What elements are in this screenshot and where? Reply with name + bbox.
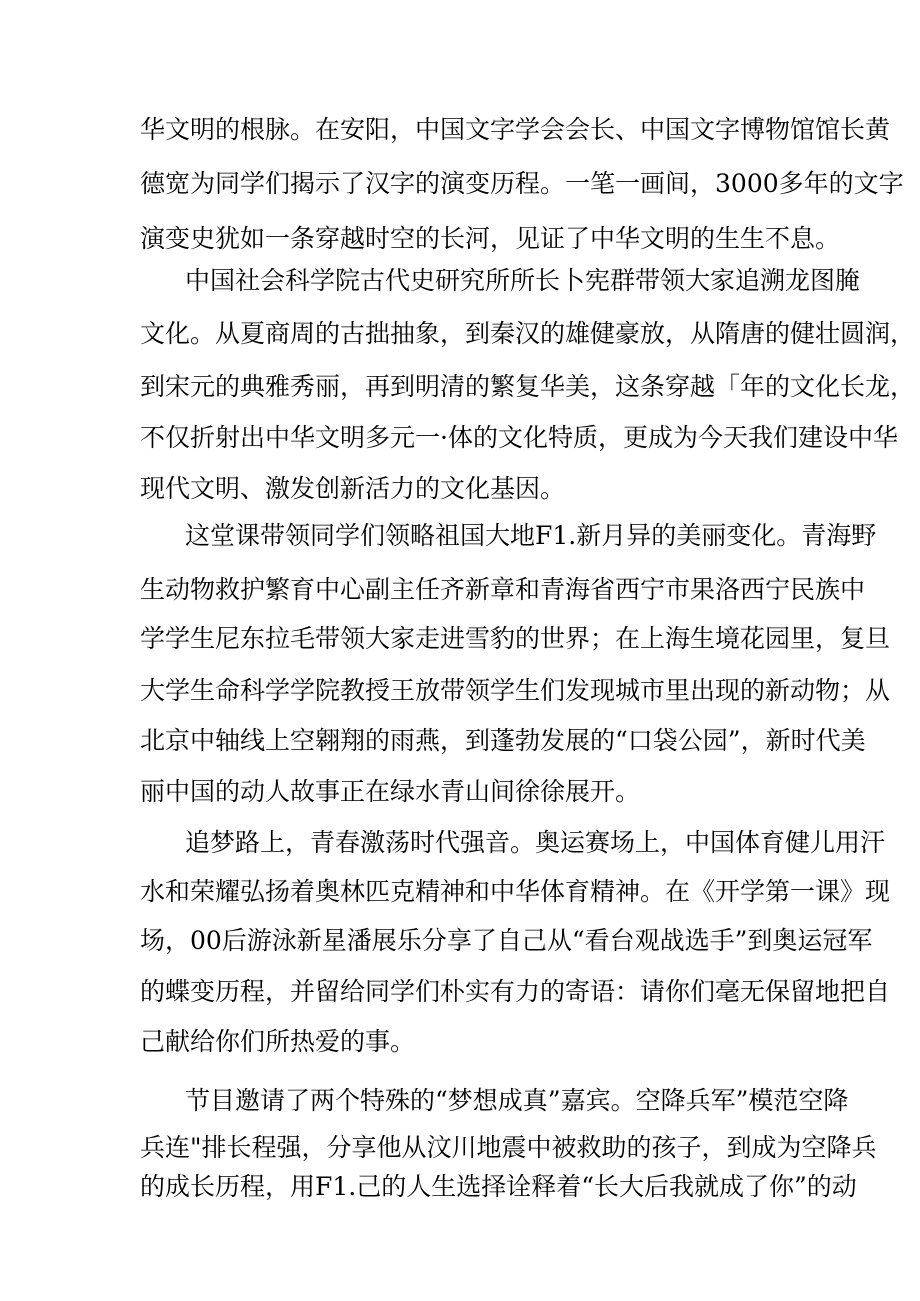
paragraph-line: 到宋元的典雅秀丽，再到明清的繁复华美，这条穿越「年的文化长龙， <box>140 372 916 401</box>
paragraph-line: 的蝶变历程，并留给同学们朴实有力的寄语：请你们毫无保留地把自 <box>140 977 891 1006</box>
paragraph-line: 中国社会科学院古代史研究所所长卜宪群带领大家追溯龙图腌 <box>185 266 861 295</box>
paragraph-line: 丽中国的动人故事正在绿水青山间徐徐展开。 <box>140 777 641 806</box>
paragraph-line: 华文明的根脉。在安阳，中国文字学会会长、中国文字博物馆馆长黄 <box>140 115 891 144</box>
paragraph-line: 现代文明、激发创新活力的文化基因。 <box>140 474 566 503</box>
paragraph-line: 不仅折射出中华文明多元一·体的文化特质，更成为今天我们建设中华 <box>140 423 898 452</box>
paragraph-line: 大学生命科学学院教授王放带领学生们发现城市里出现的新动物；从 <box>140 676 891 705</box>
paragraph-line: 追梦路上，青春激荡时代强音。奥运赛场上，中国体育健儿用汗 <box>185 828 886 857</box>
paragraph-line: 学学生尼东拉毛带领大家走进雪豹的世界；在上海生境花园里，复旦 <box>140 624 891 653</box>
paragraph-line: 场，00后游泳新星潘展乐分享了自己从“看台观战选手”到奥运冠军 <box>140 926 873 955</box>
paragraph-line: 德宽为同学们揭示了汉字的演变历程。一笔一画间，3000多年的文字 <box>140 169 904 198</box>
paragraph-line: 己献给你们所热爱的事。 <box>140 1027 416 1056</box>
paragraph-line: 生动物救护繁育中心副主任齐新章和青海省西宁市果洛西宁民族中 <box>140 575 866 604</box>
paragraph-line: 这堂课带领同学们领略祖国大地F1.新月异的美丽变化。青海野 <box>185 521 877 550</box>
paragraph-line: 演变史犹如一条穿越时空的长河，见证了中华文明的生生不息。 <box>140 224 841 253</box>
paragraph-line: 兵连"排长程强，分享他从汶川地震中被救助的孩子，到成为空降兵 <box>140 1133 877 1162</box>
paragraph-line: 北京中轴线上空翱翔的雨燕，到蓬勃发展的“口袋公园”，新时代美 <box>140 726 866 755</box>
paragraph-line: 水和荣耀弘扬着奥林匹克精神和中华体育精神。在《开学第一课》现 <box>140 877 891 906</box>
paragraph-line: 的成长历程，用F1.己的人生选择诠释着“长大后我就成了你”的动 <box>140 1172 857 1201</box>
paragraph-line: 文化。从夏商周的古拙抽象，到秦汉的雄健豪放，从隋唐的健壮圆润， <box>140 319 916 348</box>
paragraph-line: 节目邀请了两个特殊的“梦想成真”嘉宾。空降兵军”模范空降 <box>185 1086 849 1115</box>
